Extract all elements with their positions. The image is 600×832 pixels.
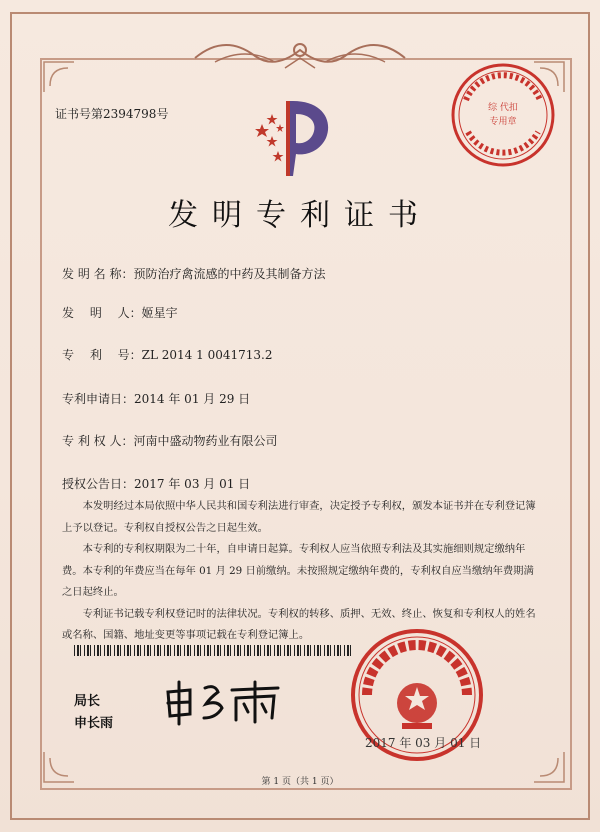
field-filing-date	[62, 390, 250, 407]
field-value: 2014 年 01 月 29 日	[134, 392, 251, 406]
field-label: 专 利 权 人：	[62, 434, 134, 448]
field-label: 专 利 号：	[62, 348, 142, 362]
field-value: 河南中盛动物药业有限公司	[133, 434, 278, 448]
field-value: ZL 2014 1 0041713.2	[141, 348, 273, 362]
certificate-body	[62, 496, 542, 647]
field-invention-name	[62, 265, 325, 282]
field-patent-number	[62, 346, 272, 363]
svg-text:专用章: 专用章	[489, 117, 517, 127]
body-paragraph: 专利证书记载专利权登记时的法律状况。专利权的转移、质押、无效、终止、恢复和专利权人的姓名或名称、国籍、地址变更等事项记载在专利登记簿上。	[62, 607, 536, 641]
body-paragraph: 本发明经过本局依照中华人民共和国专利法进行审查，决定授予专利权，颁发本证书并在专利登记簿上予以登记。专利权自授权公告之日起生效。	[62, 500, 536, 534]
corner-ornament-icon	[42, 60, 76, 94]
field-inventor	[62, 304, 178, 321]
field-label: 授权公告日：	[62, 477, 135, 491]
director-title: 局长	[74, 694, 101, 709]
field-label: 专利申请日：	[62, 392, 135, 406]
field-value: 2017 年 03 月 01 日	[134, 477, 251, 491]
field-label: 发 明 人：	[62, 306, 142, 320]
page-number: 第 1 页（共 1 页）	[261, 777, 339, 787]
top-ornament-icon	[185, 28, 415, 78]
field-value: 姬星宇	[141, 306, 178, 320]
field-value: 预防治疗禽流感的中药及其制备方法	[133, 267, 326, 281]
director-signature	[160, 678, 285, 726]
barcode	[74, 645, 352, 656]
field-patentee	[62, 432, 277, 449]
field-label: 发 明 名 称：	[62, 267, 134, 281]
svg-text:综 代扣: 综 代扣	[488, 103, 518, 113]
field-grant-date	[62, 475, 250, 492]
certificate-title: 发明专利证书	[168, 198, 432, 233]
agency-seal-icon	[448, 60, 558, 170]
certificate-number: 证书号第2394798号	[55, 107, 169, 121]
cnipa-logo-icon	[248, 96, 338, 181]
director-name: 申长雨	[74, 716, 114, 731]
issue-date: 2017 年 03 月 01 日	[365, 736, 482, 750]
body-paragraph: 本专利的专利权期限为二十年，自申请日起算。专利权人应当依照专利法及其实施细则规定缴纳年费。本专利的年费应当在每年 01 月 29 日前缴纳。未按照规定缴纳年费的，专利权自应当缴纳年费期满之日起终止。	[62, 543, 534, 598]
